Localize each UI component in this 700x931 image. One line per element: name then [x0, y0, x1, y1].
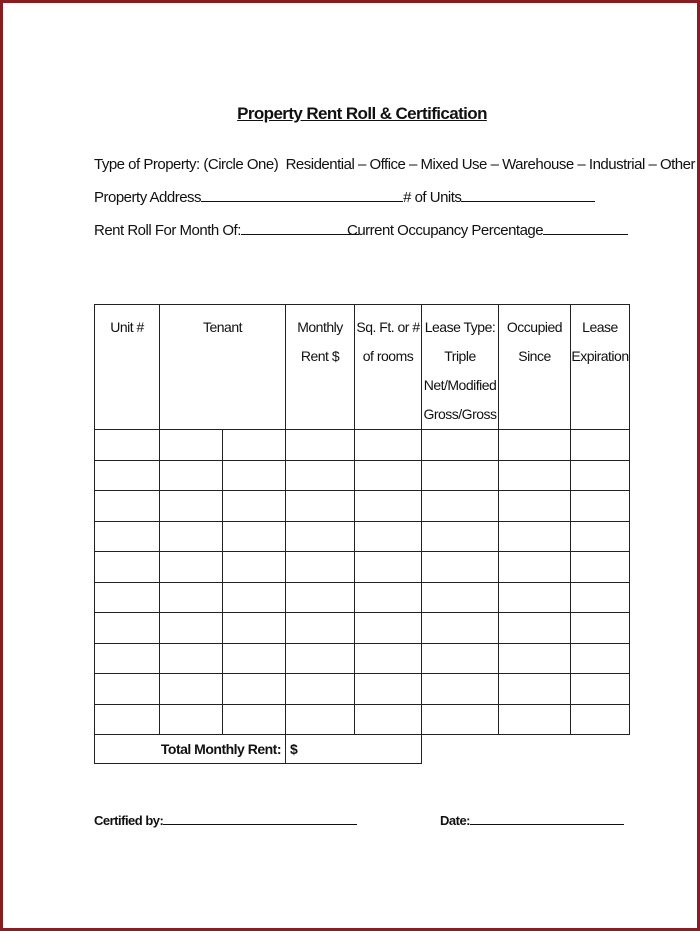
- lease-type-cell[interactable]: [422, 613, 499, 644]
- total-monthly-rent-label: Total Monthly Rent:: [95, 735, 286, 764]
- expiration-cell[interactable]: [571, 704, 630, 735]
- sqft-cell[interactable]: [355, 491, 422, 522]
- lease-type-cell[interactable]: [422, 704, 499, 735]
- table-row: [95, 430, 630, 461]
- expiration-cell[interactable]: [571, 674, 630, 705]
- header-occupied-since: Occupied Since: [499, 305, 571, 430]
- header-lease-expiration: Lease Expiration: [571, 305, 630, 430]
- tenant-cell[interactable]: [160, 643, 223, 674]
- total-row: [95, 735, 630, 764]
- rent-month-label: Rent Roll For Month Of:: [94, 222, 241, 239]
- occupied-since-cell[interactable]: [499, 582, 571, 613]
- tenant-cell[interactable]: [223, 521, 286, 552]
- unit-cell[interactable]: [95, 582, 160, 613]
- occupied-since-cell[interactable]: [499, 552, 571, 583]
- sqft-cell[interactable]: [355, 613, 422, 644]
- header-lease-type: Lease Type: Triple Net/Modified Gross/Gross: [422, 305, 499, 430]
- occupied-since-cell[interactable]: [499, 491, 571, 522]
- rent-cell[interactable]: [286, 521, 355, 552]
- expiration-cell[interactable]: [571, 430, 630, 461]
- rent-cell[interactable]: [286, 552, 355, 583]
- sqft-cell[interactable]: [355, 460, 422, 491]
- rent-month-field[interactable]: [241, 221, 359, 235]
- occupancy-line: [347, 221, 628, 239]
- occupancy-label: Current Occupancy Percentage: [347, 222, 544, 239]
- table-row: [95, 552, 630, 583]
- tenant-cell[interactable]: [160, 582, 223, 613]
- property-type-line: [94, 156, 695, 173]
- rent-cell[interactable]: [286, 430, 355, 461]
- tenant-cell[interactable]: [160, 704, 223, 735]
- sqft-cell[interactable]: [355, 643, 422, 674]
- occupancy-field[interactable]: [543, 221, 628, 235]
- tenant-cell[interactable]: [223, 613, 286, 644]
- occupied-since-cell[interactable]: [499, 613, 571, 644]
- table-row: [95, 582, 630, 613]
- property-address-field[interactable]: [201, 188, 403, 202]
- tenant-cell[interactable]: [223, 582, 286, 613]
- expiration-cell[interactable]: [571, 521, 630, 552]
- tenant-cell[interactable]: [160, 521, 223, 552]
- lease-type-cell[interactable]: [422, 552, 499, 583]
- header-tenant: Tenant: [160, 305, 286, 430]
- occupied-since-cell[interactable]: [499, 674, 571, 705]
- certified-by-line: [94, 812, 357, 828]
- total-monthly-rent-field[interactable]: $: [286, 735, 422, 764]
- form-title: Property Rent Roll & Certification: [237, 104, 487, 123]
- unit-cell[interactable]: [95, 674, 160, 705]
- rent-cell[interactable]: [286, 491, 355, 522]
- sqft-cell[interactable]: [355, 582, 422, 613]
- tenant-cell[interactable]: [160, 491, 223, 522]
- property-address-label: Property Address: [94, 189, 202, 206]
- tenant-cell[interactable]: [160, 613, 223, 644]
- tenant-cell[interactable]: [223, 643, 286, 674]
- sqft-cell[interactable]: [355, 552, 422, 583]
- tenant-cell[interactable]: [160, 430, 223, 461]
- unit-cell[interactable]: [95, 430, 160, 461]
- rent-cell[interactable]: [286, 643, 355, 674]
- lease-type-cell[interactable]: [422, 674, 499, 705]
- occupied-since-cell[interactable]: [499, 643, 571, 674]
- rent-cell[interactable]: [286, 674, 355, 705]
- unit-cell[interactable]: [95, 521, 160, 552]
- unit-cell[interactable]: [95, 552, 160, 583]
- header-row: [95, 305, 630, 430]
- property-address-line: [94, 188, 595, 206]
- lease-type-cell[interactable]: [422, 582, 499, 613]
- rent-roll-table: [94, 304, 630, 764]
- lease-type-cell[interactable]: [422, 491, 499, 522]
- units-label: # of Units: [403, 189, 462, 206]
- table-row: [95, 674, 630, 705]
- expiration-cell[interactable]: [571, 460, 630, 491]
- expiration-cell[interactable]: [571, 491, 630, 522]
- tenant-cell[interactable]: [223, 552, 286, 583]
- unit-cell[interactable]: [95, 460, 160, 491]
- lease-type-cell[interactable]: [422, 521, 499, 552]
- table-row: [95, 704, 630, 735]
- occupied-since-cell[interactable]: [499, 521, 571, 552]
- unit-cell[interactable]: [95, 613, 160, 644]
- expiration-cell[interactable]: [571, 582, 630, 613]
- certified-by-field[interactable]: [163, 812, 357, 825]
- tenant-cell[interactable]: [160, 552, 223, 583]
- header-unit: Unit #: [95, 305, 160, 430]
- table-row: [95, 613, 630, 644]
- sqft-cell[interactable]: [355, 521, 422, 552]
- expiration-cell[interactable]: [571, 552, 630, 583]
- units-field[interactable]: [461, 188, 595, 202]
- date-line: [440, 812, 624, 828]
- unit-cell[interactable]: [95, 491, 160, 522]
- sqft-cell[interactable]: [355, 674, 422, 705]
- unit-cell[interactable]: [95, 643, 160, 674]
- rent-cell[interactable]: [286, 582, 355, 613]
- table-row: [95, 521, 630, 552]
- occupied-since-cell[interactable]: [499, 704, 571, 735]
- tenant-cell[interactable]: [223, 430, 286, 461]
- table-row: [95, 491, 630, 522]
- tenant-cell[interactable]: [223, 674, 286, 705]
- tenant-cell[interactable]: [223, 491, 286, 522]
- rent-cell[interactable]: [286, 460, 355, 491]
- tenant-cell[interactable]: [160, 460, 223, 491]
- property-type-options[interactable]: Residential – Office – Mixed Use – Warehouse – Industrial – Other: [285, 156, 695, 173]
- tenant-cell[interactable]: [160, 674, 223, 705]
- occupied-since-cell[interactable]: [499, 430, 571, 461]
- lease-type-cell[interactable]: [422, 460, 499, 491]
- date-field[interactable]: [470, 812, 624, 825]
- tenant-cell[interactable]: [223, 460, 286, 491]
- header-sqft: Sq. Ft. or # of rooms: [355, 305, 422, 430]
- rent-month-line: [94, 221, 359, 239]
- rent-cell[interactable]: [286, 613, 355, 644]
- sqft-cell[interactable]: [355, 704, 422, 735]
- sqft-cell[interactable]: [355, 430, 422, 461]
- expiration-cell[interactable]: [571, 613, 630, 644]
- table-row: [95, 460, 630, 491]
- table-row: [95, 643, 630, 674]
- unit-cell[interactable]: [95, 704, 160, 735]
- property-type-label: Type of Property: (Circle One): [94, 156, 279, 173]
- tenant-cell[interactable]: [223, 704, 286, 735]
- rent-cell[interactable]: [286, 704, 355, 735]
- header-monthly-rent: Monthly Rent $: [286, 305, 355, 430]
- certified-by-label: Certified by:: [94, 813, 164, 828]
- date-label: Date:: [440, 813, 471, 828]
- expiration-cell[interactable]: [571, 643, 630, 674]
- occupied-since-cell[interactable]: [499, 460, 571, 491]
- lease-type-cell[interactable]: [422, 643, 499, 674]
- lease-type-cell[interactable]: [422, 430, 499, 461]
